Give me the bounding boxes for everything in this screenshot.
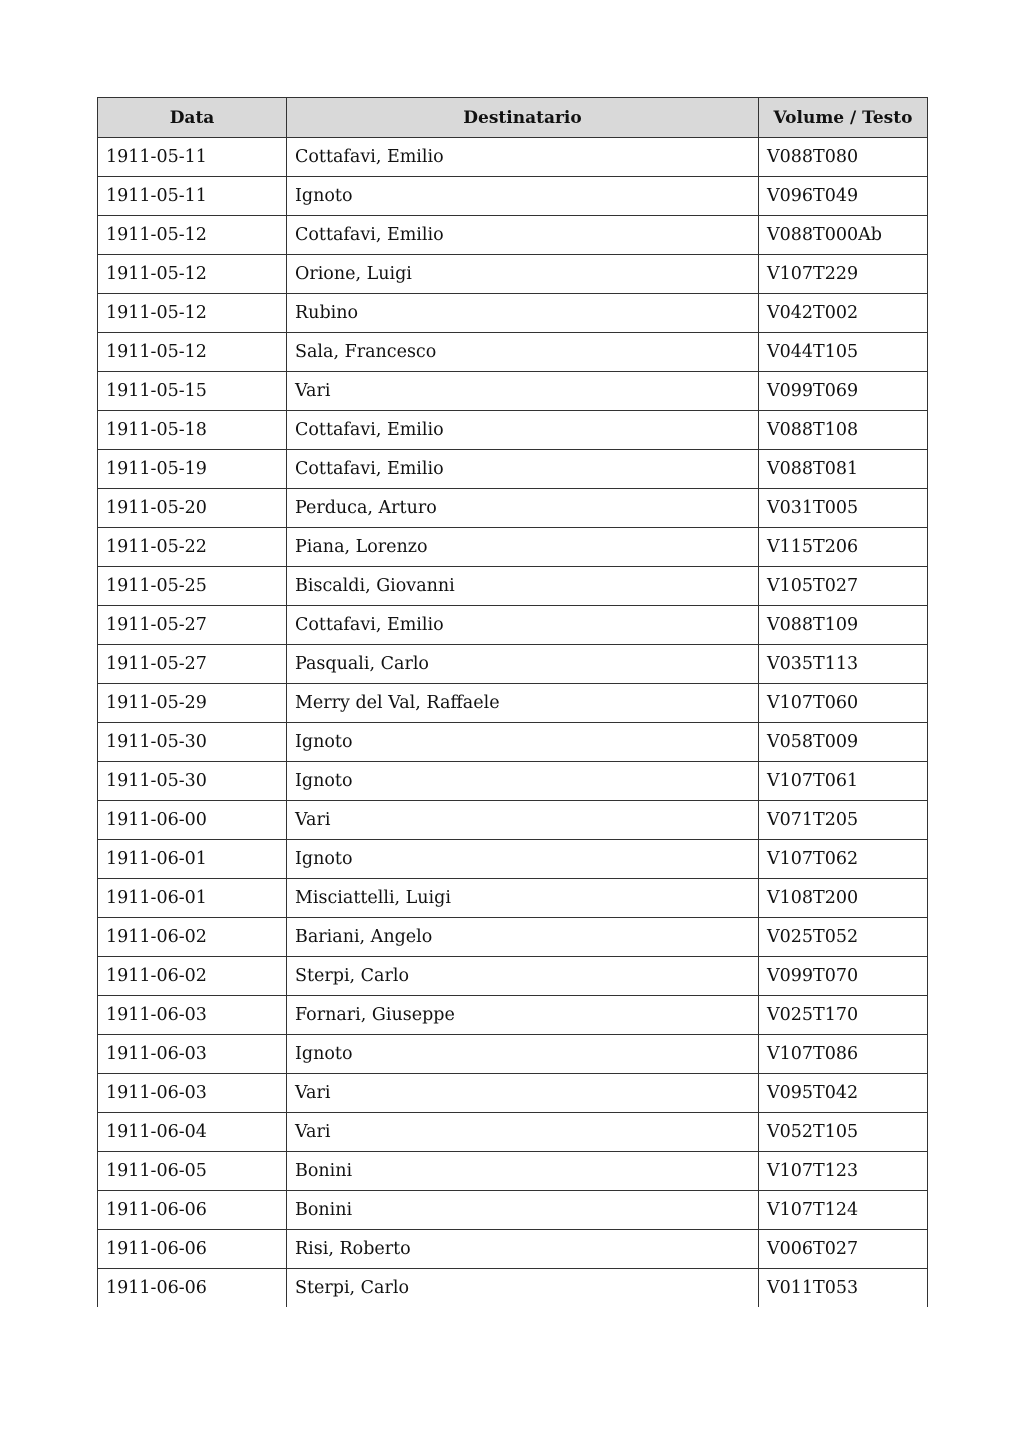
cell-volume-text: V095T042 [759,1074,928,1113]
cell-date: 1911-05-27 [98,606,287,645]
table-row [98,567,928,606]
cell-volume-text: V107T229 [759,255,928,294]
cell-recipient: Risi, Roberto [287,1230,759,1269]
cell-date: 1911-06-05 [98,1152,287,1191]
cell-recipient: Ignoto [287,177,759,216]
cell-volume-text: V115T206 [759,528,928,567]
cell-date: 1911-06-04 [98,1113,287,1152]
table-row [98,138,928,177]
cell-volume-text: V088T081 [759,450,928,489]
table-row [98,840,928,879]
table-row [98,294,928,333]
cell-recipient: Merry del Val, Raffaele [287,684,759,723]
table-row [98,1230,928,1269]
table-row [98,372,928,411]
cell-volume-text: V025T170 [759,996,928,1035]
table-row [98,1152,928,1191]
cell-recipient: Fornari, Giuseppe [287,996,759,1035]
cell-volume-text: V088T080 [759,138,928,177]
cell-date: 1911-06-00 [98,801,287,840]
cell-volume-text: V107T124 [759,1191,928,1230]
cell-date: 1911-06-02 [98,957,287,996]
cell-date: 1911-06-01 [98,879,287,918]
cell-date: 1911-05-19 [98,450,287,489]
table-row [98,801,928,840]
table-row [98,957,928,996]
table-header [98,98,928,138]
table-row [98,528,928,567]
cell-volume-text: V006T027 [759,1230,928,1269]
cell-recipient: Sterpi, Carlo [287,1269,759,1308]
cell-date: 1911-06-06 [98,1230,287,1269]
cell-recipient: Ignoto [287,762,759,801]
table-row [98,1074,928,1113]
letters-table [97,97,928,1307]
cell-volume-text: V107T123 [759,1152,928,1191]
cell-date: 1911-06-06 [98,1191,287,1230]
cell-recipient: Sterpi, Carlo [287,957,759,996]
cell-volume-text: V099T069 [759,372,928,411]
cell-date: 1911-05-18 [98,411,287,450]
cell-recipient: Rubino [287,294,759,333]
table-row [98,1035,928,1074]
table-row [98,411,928,450]
table-row [98,1113,928,1152]
cell-date: 1911-05-11 [98,138,287,177]
cell-recipient: Bonini [287,1152,759,1191]
cell-date: 1911-05-22 [98,528,287,567]
cell-volume-text: V108T200 [759,879,928,918]
column-header-date: Data [98,98,287,138]
table-row [98,1269,928,1308]
cell-volume-text: V096T049 [759,177,928,216]
cell-date: 1911-05-12 [98,333,287,372]
cell-volume-text: V025T052 [759,918,928,957]
cell-date: 1911-05-12 [98,216,287,255]
cell-date: 1911-05-25 [98,567,287,606]
cell-recipient: Vari [287,372,759,411]
cell-date: 1911-05-30 [98,762,287,801]
cell-date: 1911-05-20 [98,489,287,528]
cell-volume-text: V031T005 [759,489,928,528]
cell-date: 1911-06-03 [98,996,287,1035]
cell-recipient: Bariani, Angelo [287,918,759,957]
cell-recipient: Ignoto [287,1035,759,1074]
cell-volume-text: V099T070 [759,957,928,996]
cell-recipient: Misciattelli, Luigi [287,879,759,918]
table-row [98,333,928,372]
cell-recipient: Orione, Luigi [287,255,759,294]
cell-date: 1911-05-27 [98,645,287,684]
table-row [98,918,928,957]
cell-volume-text: V088T109 [759,606,928,645]
table-row [98,450,928,489]
cell-recipient: Biscaldi, Giovanni [287,567,759,606]
cell-date: 1911-05-29 [98,684,287,723]
cell-volume-text: V044T105 [759,333,928,372]
cell-recipient: Cottafavi, Emilio [287,606,759,645]
header-row [98,98,928,138]
cell-recipient: Perduca, Arturo [287,489,759,528]
cell-recipient: Ignoto [287,840,759,879]
table-row [98,1191,928,1230]
document-page [97,97,927,1307]
cell-recipient: Vari [287,801,759,840]
cell-recipient: Vari [287,1113,759,1152]
cell-date: 1911-06-02 [98,918,287,957]
cell-volume-text: V088T000Ab [759,216,928,255]
table-row [98,723,928,762]
cell-volume-text: V035T113 [759,645,928,684]
cell-volume-text: V088T108 [759,411,928,450]
cell-recipient: Pasquali, Carlo [287,645,759,684]
cell-recipient: Cottafavi, Emilio [287,411,759,450]
table-row [98,879,928,918]
table-row [98,606,928,645]
cell-recipient: Cottafavi, Emilio [287,216,759,255]
cell-recipient: Ignoto [287,723,759,762]
cell-volume-text: V052T105 [759,1113,928,1152]
table-row [98,216,928,255]
table-row [98,645,928,684]
cell-date: 1911-06-03 [98,1074,287,1113]
cell-date: 1911-06-06 [98,1269,287,1308]
table-row [98,684,928,723]
cell-volume-text: V071T205 [759,801,928,840]
column-header-recipient: Destinatario [287,98,759,138]
table-row [98,177,928,216]
cell-volume-text: V105T027 [759,567,928,606]
cell-volume-text: V107T086 [759,1035,928,1074]
cell-date: 1911-05-30 [98,723,287,762]
cell-volume-text: V042T002 [759,294,928,333]
cell-recipient: Sala, Francesco [287,333,759,372]
cell-recipient: Piana, Lorenzo [287,528,759,567]
table-row [98,762,928,801]
column-header-volume-text: Volume / Testo [759,98,928,138]
cell-date: 1911-06-03 [98,1035,287,1074]
cell-volume-text: V058T009 [759,723,928,762]
cell-volume-text: V107T060 [759,684,928,723]
cell-date: 1911-05-11 [98,177,287,216]
cell-date: 1911-05-15 [98,372,287,411]
cell-volume-text: V107T061 [759,762,928,801]
table-body [98,138,928,1308]
cell-date: 1911-05-12 [98,255,287,294]
cell-date: 1911-06-01 [98,840,287,879]
cell-recipient: Cottafavi, Emilio [287,138,759,177]
cell-recipient: Bonini [287,1191,759,1230]
cell-date: 1911-05-12 [98,294,287,333]
cell-volume-text: V107T062 [759,840,928,879]
cell-recipient: Cottafavi, Emilio [287,450,759,489]
table-row [98,489,928,528]
cell-recipient: Vari [287,1074,759,1113]
table-row [98,255,928,294]
cell-volume-text: V011T053 [759,1269,928,1308]
table-row [98,996,928,1035]
